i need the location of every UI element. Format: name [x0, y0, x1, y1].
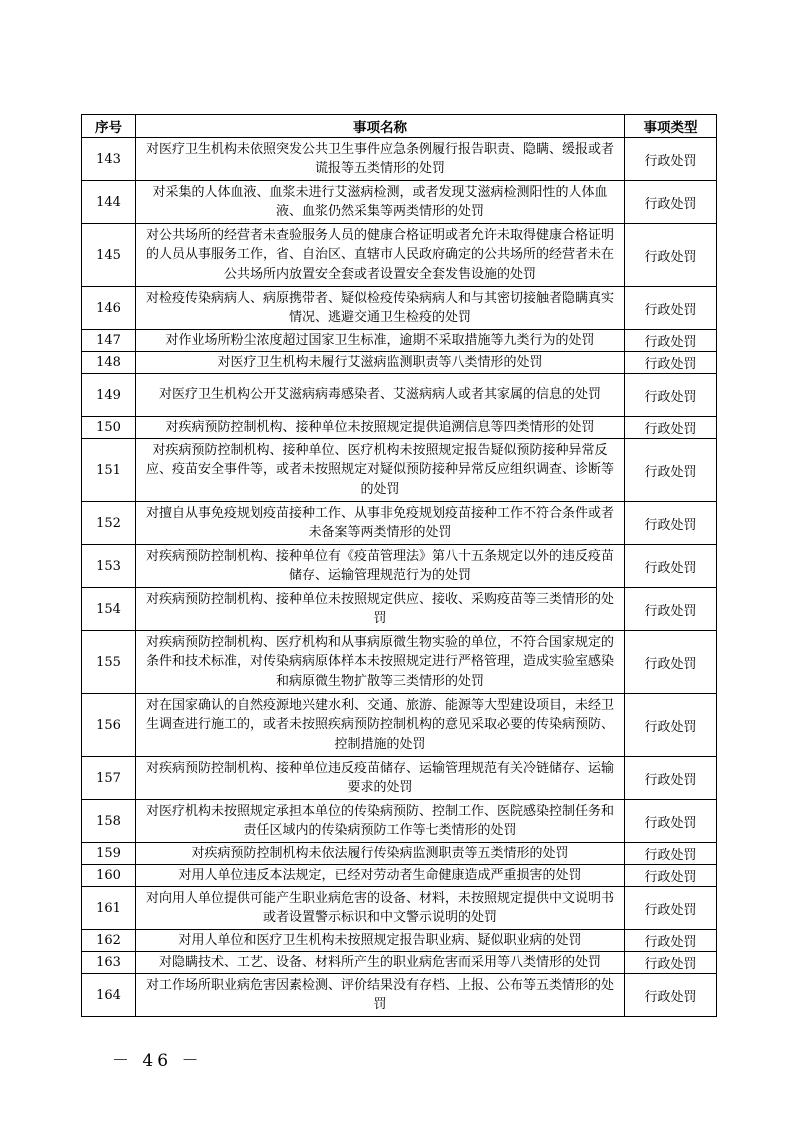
row-name: 对疾病预防控制机构、医疗机构和从事病原微生物实验的单位，不符合国家规定的条件和技术标准，对传染病病原体样本未按照规定进行严格管理，造成实验室感染和病原微生物扩散等三类情形的处罚 — [136, 631, 625, 694]
table-row — [82, 502, 717, 545]
table-row — [82, 439, 717, 502]
table-row — [82, 545, 717, 588]
table-row — [82, 865, 717, 887]
row-num: 157 — [82, 757, 136, 800]
items-table — [81, 114, 717, 1017]
row-name: 对采集的人体血液、血浆未进行艾滋病检测，或者发现艾滋病检测阳性的人体血液、血浆仍然采集等两类情形的处罚 — [136, 181, 625, 224]
row-type: 行政处罚 — [625, 330, 717, 352]
row-num: 151 — [82, 439, 136, 502]
row-type: 行政处罚 — [625, 865, 717, 887]
table-row — [82, 952, 717, 974]
row-type: 行政处罚 — [625, 352, 717, 374]
row-type: 行政处罚 — [625, 502, 717, 545]
table-row — [82, 417, 717, 439]
row-num: 154 — [82, 588, 136, 631]
row-name: 对医疗卫生机构未依照突发公共卫生事件应急条例履行报告职责、隐瞒、缓报或者谎报等五类情形的处罚 — [136, 138, 625, 181]
row-type: 行政处罚 — [625, 974, 717, 1017]
table-row — [82, 181, 717, 224]
row-num: 150 — [82, 417, 136, 439]
row-type: 行政处罚 — [625, 439, 717, 502]
table-row — [82, 887, 717, 930]
row-type: 行政处罚 — [625, 843, 717, 865]
table-row — [82, 224, 717, 287]
row-type: 行政处罚 — [625, 545, 717, 588]
table-row — [82, 588, 717, 631]
row-num: 147 — [82, 330, 136, 352]
row-name: 对隐瞒技术、工艺、设备、材料所产生的职业病危害而采用等八类情形的处罚 — [136, 952, 625, 974]
row-name: 对用人单位违反本法规定，已经对劳动者生命健康造成严重损害的处罚 — [136, 865, 625, 887]
row-type: 行政处罚 — [625, 631, 717, 694]
row-num: 143 — [82, 138, 136, 181]
row-type: 行政处罚 — [625, 694, 717, 757]
row-type: 行政处罚 — [625, 181, 717, 224]
row-num: 163 — [82, 952, 136, 974]
row-type: 行政处罚 — [625, 887, 717, 930]
row-name: 对疾病预防控制机构未依法履行传染病监测职责等五类情形的处罚 — [136, 843, 625, 865]
header-type: 事项类型 — [625, 115, 717, 138]
row-name: 对工作场所职业病危害因素检测、评价结果没有存档、上报、公布等五类情形的处罚 — [136, 974, 625, 1017]
row-num: 160 — [82, 865, 136, 887]
row-name: 对疾病预防控制机构、接种单位未按照规定提供追溯信息等四类情形的处罚 — [136, 417, 625, 439]
table-row — [82, 843, 717, 865]
row-name: 对疾病预防控制机构、接种单位有《疫苗管理法》第八十五条规定以外的违反疫苗储存、运输管理规范行为的处罚 — [136, 545, 625, 588]
row-type: 行政处罚 — [625, 287, 717, 330]
header-name: 事项名称 — [136, 115, 625, 138]
table-row — [82, 330, 717, 352]
row-num: 152 — [82, 502, 136, 545]
table-row — [82, 287, 717, 330]
row-type: 行政处罚 — [625, 757, 717, 800]
table-header-row — [82, 115, 717, 138]
table-row — [82, 694, 717, 757]
row-num: 161 — [82, 887, 136, 930]
table-row — [82, 352, 717, 374]
table-row — [82, 974, 717, 1017]
row-name: 对医疗机构未按照规定承担本单位的传染病预防、控制工作、医院感染控制任务和责任区域内的传染病预防工作等七类情形的处罚 — [136, 800, 625, 843]
row-num: 155 — [82, 631, 136, 694]
table-row — [82, 138, 717, 181]
row-num: 146 — [82, 287, 136, 330]
row-name: 对向用人单位提供可能产生职业病危害的设备、材料，未按照规定提供中文说明书或者设置警示标识和中文警示说明的处罚 — [136, 887, 625, 930]
header-num: 序号 — [82, 115, 136, 138]
row-num: 162 — [82, 930, 136, 952]
row-type: 行政处罚 — [625, 952, 717, 974]
table-row — [82, 374, 717, 417]
row-name: 对疾病预防控制机构、接种单位违反疫苗储存、运输管理规范有关冷链储存、运输要求的处罚 — [136, 757, 625, 800]
row-name: 对在国家确认的自然疫源地兴建水利、交通、旅游、能源等大型建设项目，未经卫生调查进行施工的，或者未按照疾病预防控制机构的意见采取必要的传染病预防、控制措施的处罚 — [136, 694, 625, 757]
row-num: 149 — [82, 374, 136, 417]
table-row — [82, 757, 717, 800]
row-type: 行政处罚 — [625, 800, 717, 843]
row-name: 对作业场所粉尘浓度超过国家卫生标准，逾期不采取措施等九类行为的处罚 — [136, 330, 625, 352]
row-name: 对医疗卫生机构未履行艾滋病监测职责等八类情形的处罚 — [136, 352, 625, 374]
page-number: － 46 － — [112, 1051, 203, 1071]
row-num: 144 — [82, 181, 136, 224]
row-name: 对疾病预防控制机构、接种单位未按照规定供应、接收、采购疫苗等三类情形的处罚 — [136, 588, 625, 631]
row-name: 对擅自从事免疫规划疫苗接种工作、从事非免疫规划疫苗接种工作不符合条件或者未备案等两类情形的处罚 — [136, 502, 625, 545]
row-num: 164 — [82, 974, 136, 1017]
table-row — [82, 631, 717, 694]
row-num: 145 — [82, 224, 136, 287]
table-row — [82, 800, 717, 843]
table-row — [82, 930, 717, 952]
row-type: 行政处罚 — [625, 138, 717, 181]
row-name: 对用人单位和医疗卫生机构未按照规定报告职业病、疑似职业病的处罚 — [136, 930, 625, 952]
row-type: 行政处罚 — [625, 374, 717, 417]
row-name: 对公共场所的经营者未查验服务人员的健康合格证明或者允许未取得健康合格证明的人员从事服务工作，省、自治区、直辖市人民政府确定的公共场所的经营者未在公共场所内放置安全套或者设置安全套发售设施的处罚 — [136, 224, 625, 287]
row-name: 对医疗卫生机构公开艾滋病病毒感染者、艾滋病病人或者其家属的信息的处罚 — [136, 374, 625, 417]
row-type: 行政处罚 — [625, 588, 717, 631]
row-type: 行政处罚 — [625, 930, 717, 952]
row-name: 对疾病预防控制机构、接种单位、医疗机构未按照规定报告疑似预防接种异常反应、疫苗安全事件等，或者未按照规定对疑似预防接种异常反应组织调查、诊断等的处罚 — [136, 439, 625, 502]
row-name: 对检疫传染病病人、病原携带者、疑似检疫传染病病人和与其密切接触者隐瞒真实情况、逃避交通卫生检疫的处罚 — [136, 287, 625, 330]
row-type: 行政处罚 — [625, 417, 717, 439]
row-num: 159 — [82, 843, 136, 865]
row-type: 行政处罚 — [625, 224, 717, 287]
row-num: 148 — [82, 352, 136, 374]
row-num: 156 — [82, 694, 136, 757]
row-num: 158 — [82, 800, 136, 843]
row-num: 153 — [82, 545, 136, 588]
